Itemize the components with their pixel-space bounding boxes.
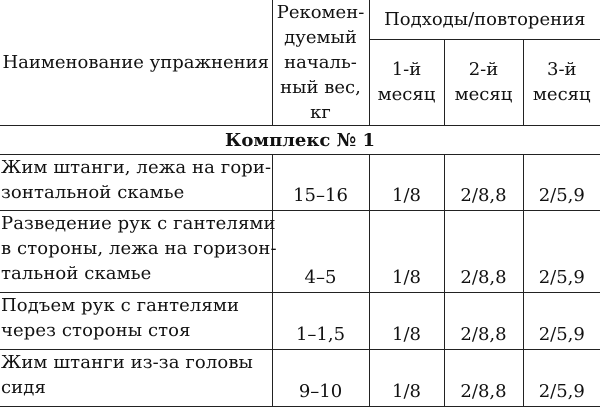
header-month-number: 1-й bbox=[391, 59, 422, 81]
exercise-name-line: Жим штанги, лежа на гори- bbox=[1, 157, 272, 178]
header-month-2 bbox=[444, 39, 523, 125]
exercise-name-line: зонтальной скамье bbox=[1, 182, 185, 203]
month-3-cell: 2/5,9 bbox=[523, 211, 600, 293]
weight-cell: 15–16 bbox=[272, 155, 369, 211]
header-month-3 bbox=[523, 39, 600, 125]
month-3-cell: 2/5,9 bbox=[523, 350, 600, 407]
month-1-cell: 1/8 bbox=[369, 155, 444, 211]
complex-row bbox=[0, 126, 600, 155]
month-1-cell: 1/8 bbox=[369, 293, 444, 350]
month-2-cell: 2/8,8 bbox=[444, 211, 523, 293]
exercise-name-line: Жим штанги из-за головы bbox=[1, 352, 253, 373]
exercise-name bbox=[0, 293, 272, 350]
table-row bbox=[0, 350, 600, 407]
header-weight-line: Рекомен- bbox=[276, 2, 365, 23]
exercise-name bbox=[0, 155, 272, 211]
header-month-word: месяц bbox=[454, 84, 513, 106]
exercise-name-line: сидя bbox=[1, 377, 46, 398]
month-3-cell: 2/5,9 bbox=[523, 155, 600, 211]
exercise-name-line: тальной скамье bbox=[1, 263, 152, 284]
month-1-cell: 1/8 bbox=[369, 211, 444, 293]
exercise-name-line: в стороны, лежа на горизон- bbox=[1, 238, 277, 259]
table-row bbox=[0, 293, 600, 350]
header-month-word: месяц bbox=[377, 84, 436, 106]
month-1-cell: 1/8 bbox=[369, 350, 444, 407]
exercise-name bbox=[0, 211, 277, 293]
weight-cell: 1–1,5 bbox=[272, 293, 369, 350]
header-month-number: 3-й bbox=[547, 59, 577, 81]
weight-cell: 9–10 bbox=[272, 350, 369, 407]
month-2-cell: 2/8,8 bbox=[444, 350, 523, 407]
header-row-top bbox=[0, 0, 600, 39]
table-row bbox=[0, 155, 600, 211]
table-row bbox=[0, 211, 600, 293]
month-2-cell: 2/8,8 bbox=[444, 155, 523, 211]
header-recommended-weight bbox=[272, 0, 369, 126]
header-sets-reps: Подходы/повторения bbox=[369, 0, 600, 39]
month-2-cell: 2/8,8 bbox=[444, 293, 523, 350]
exercise-name-line: Подъем рук с гантелями bbox=[1, 295, 240, 316]
exercise-name-line: через стороны стоя bbox=[1, 320, 191, 341]
header-exercise-name: Наименование упражнения bbox=[0, 0, 272, 126]
month-3-cell: 2/5,9 bbox=[523, 293, 600, 350]
header-weight-line: кг bbox=[310, 102, 331, 123]
header-month-1 bbox=[369, 39, 444, 125]
header-weight-line: ный вес, bbox=[280, 77, 361, 98]
header-month-number: 2-й bbox=[468, 59, 499, 81]
header-weight-line: началь- bbox=[284, 52, 357, 73]
weight-cell: 4–5 bbox=[272, 211, 369, 293]
exercise-name bbox=[0, 350, 272, 407]
complex-title: Комплекс № 1 bbox=[0, 126, 600, 155]
header-weight-line: дуемый bbox=[284, 27, 357, 48]
exercise-name-line: Разведение рук с гантелями bbox=[1, 213, 276, 234]
header-month-word: месяц bbox=[532, 84, 591, 106]
